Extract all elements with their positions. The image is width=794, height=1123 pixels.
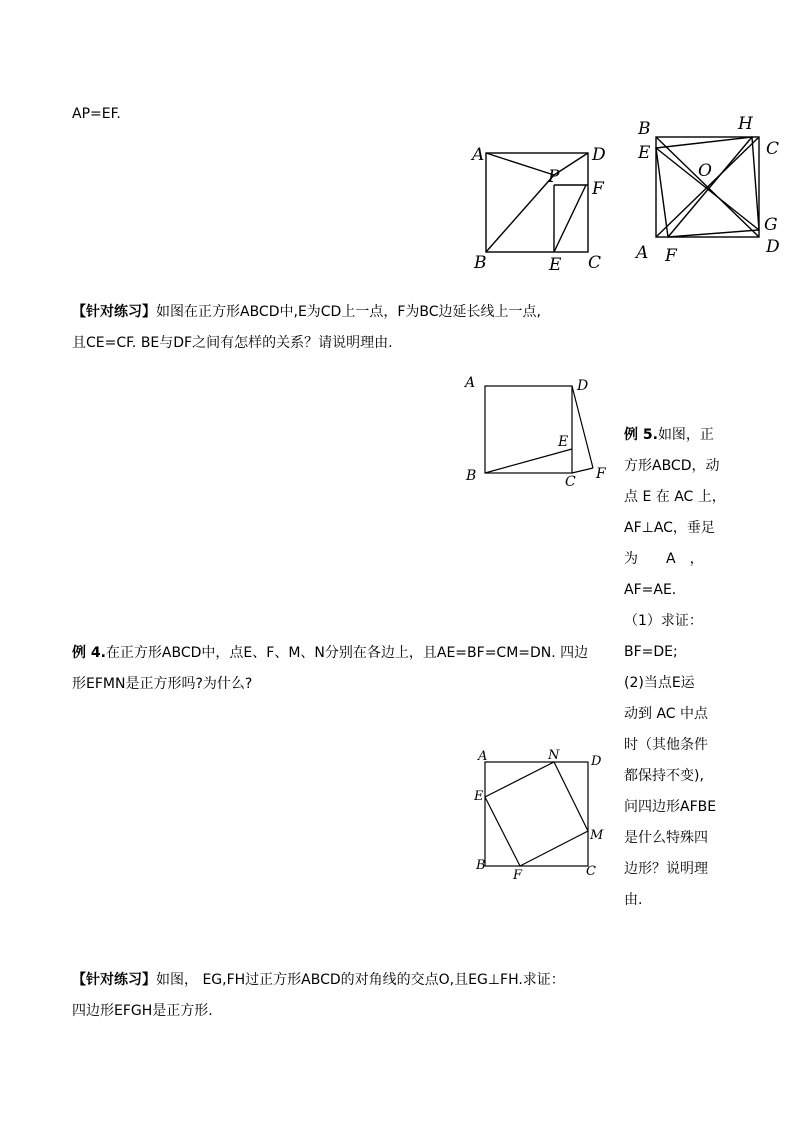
example-5-line: 点 E 在 AC 上， [624,489,726,505]
fig1-label-p: P [548,167,560,187]
practice-2-line-2: 四边形EFGH是正方形. [72,1003,213,1019]
example-5-column [624,420,734,916]
example-5-line: （1）求证： [624,613,703,629]
fig2-label-c: C [766,139,780,159]
fig1-label-a: A [472,145,485,165]
fig1-label-b: B [474,253,487,273]
practice-1-bracket: 【针对练习】 [72,304,156,320]
figure-square-efmn [468,745,608,885]
text-ap-ef: AP=EF. [72,106,121,122]
practice-2-text-1: 如图， EG,FH过正方形ABCD的对角线的交点O,且EG⊥FH.求证： [156,972,565,988]
example-5-line: 为 A ， [624,551,704,567]
fig3-label-e: E [558,434,569,450]
fig3-label-a: A [465,375,476,391]
practice-2-bracket: 【针对练习】 [72,972,156,988]
fig2-label-o: O [698,161,712,181]
fig1-label-e: E [549,255,562,275]
example-5-label: 例 5. [624,427,658,443]
fig1-label-d: D [592,145,606,165]
example-4-label: 例 4. [72,645,106,661]
fig2-label-e: E [638,143,651,163]
example-5-line: 动到 AC 中点 [624,706,709,722]
fig2-label-g: G [764,215,778,235]
example-4-text-1: 在正方形ABCD中，点E、F、M、N分别在各边上，且AE=BF=CM=DN. 四边 [105,645,589,661]
fig3-label-c: C [565,474,576,490]
practice-1-text-1: 如图在正方形ABCD中,E为CD上一点，F为BC边延长线上一点, [156,304,541,320]
fig1-label-c: C [588,253,602,273]
fig4-label-c: C [586,864,596,879]
fig3-label-f: F [596,466,606,482]
fig4-label-e: E [474,789,484,804]
fig4-label-d: D [591,754,602,769]
example-5-text-0: 如图，正 [657,427,714,443]
fig4-label-b: B [476,858,486,873]
example-4-line-2: 形EFMN是正方形吗?为什么? [72,676,253,692]
example-5-line: 是什么特殊四 [624,830,708,846]
fig2-label-a: A [636,243,649,263]
example-5-line: AF=AE. [624,582,677,598]
example-5-line: 方形ABCD，动 [624,458,720,474]
example-5-line: AF⊥AC，垂足 [624,520,715,536]
fig3-label-d: D [577,378,589,394]
fig4-label-n: N [548,748,560,763]
example-5-line: 问四边形AFBE [624,799,717,815]
practice-2-line-1 [72,970,565,990]
example-5-line: 由. [624,892,643,908]
fig4-label-m: M [590,828,604,843]
practice-1-line-2: 且CE=CF. BE与DF之间有怎样的关系？请说明理由. [72,335,393,351]
fig2-label-h: H [738,114,753,134]
fig2-label-b: B [638,119,651,139]
fig4-label-f: F [513,868,523,883]
fig2-label-d: D [766,237,780,257]
figure-square-be-df [462,372,622,492]
figure-square-efgh-o [634,112,794,266]
practice-1-line-1 [72,302,541,322]
fig3-label-b: B [466,468,477,484]
example-5-line: 都保持不变), [624,768,704,784]
example-4-line-1 [72,643,588,663]
fig4-label-a: A [478,749,488,764]
figure-square-apef [470,142,630,275]
example-5-line: 边形？说明理 [624,861,708,877]
example-5-line: BF=DE; [624,644,678,660]
example-5-line: 时（其他条件 [624,737,708,753]
fig2-label-f: F [665,246,677,266]
fig1-label-f: F [592,179,604,199]
example-5-line: (2)当点E运 [624,675,695,691]
example-5-line-1 [624,420,734,451]
